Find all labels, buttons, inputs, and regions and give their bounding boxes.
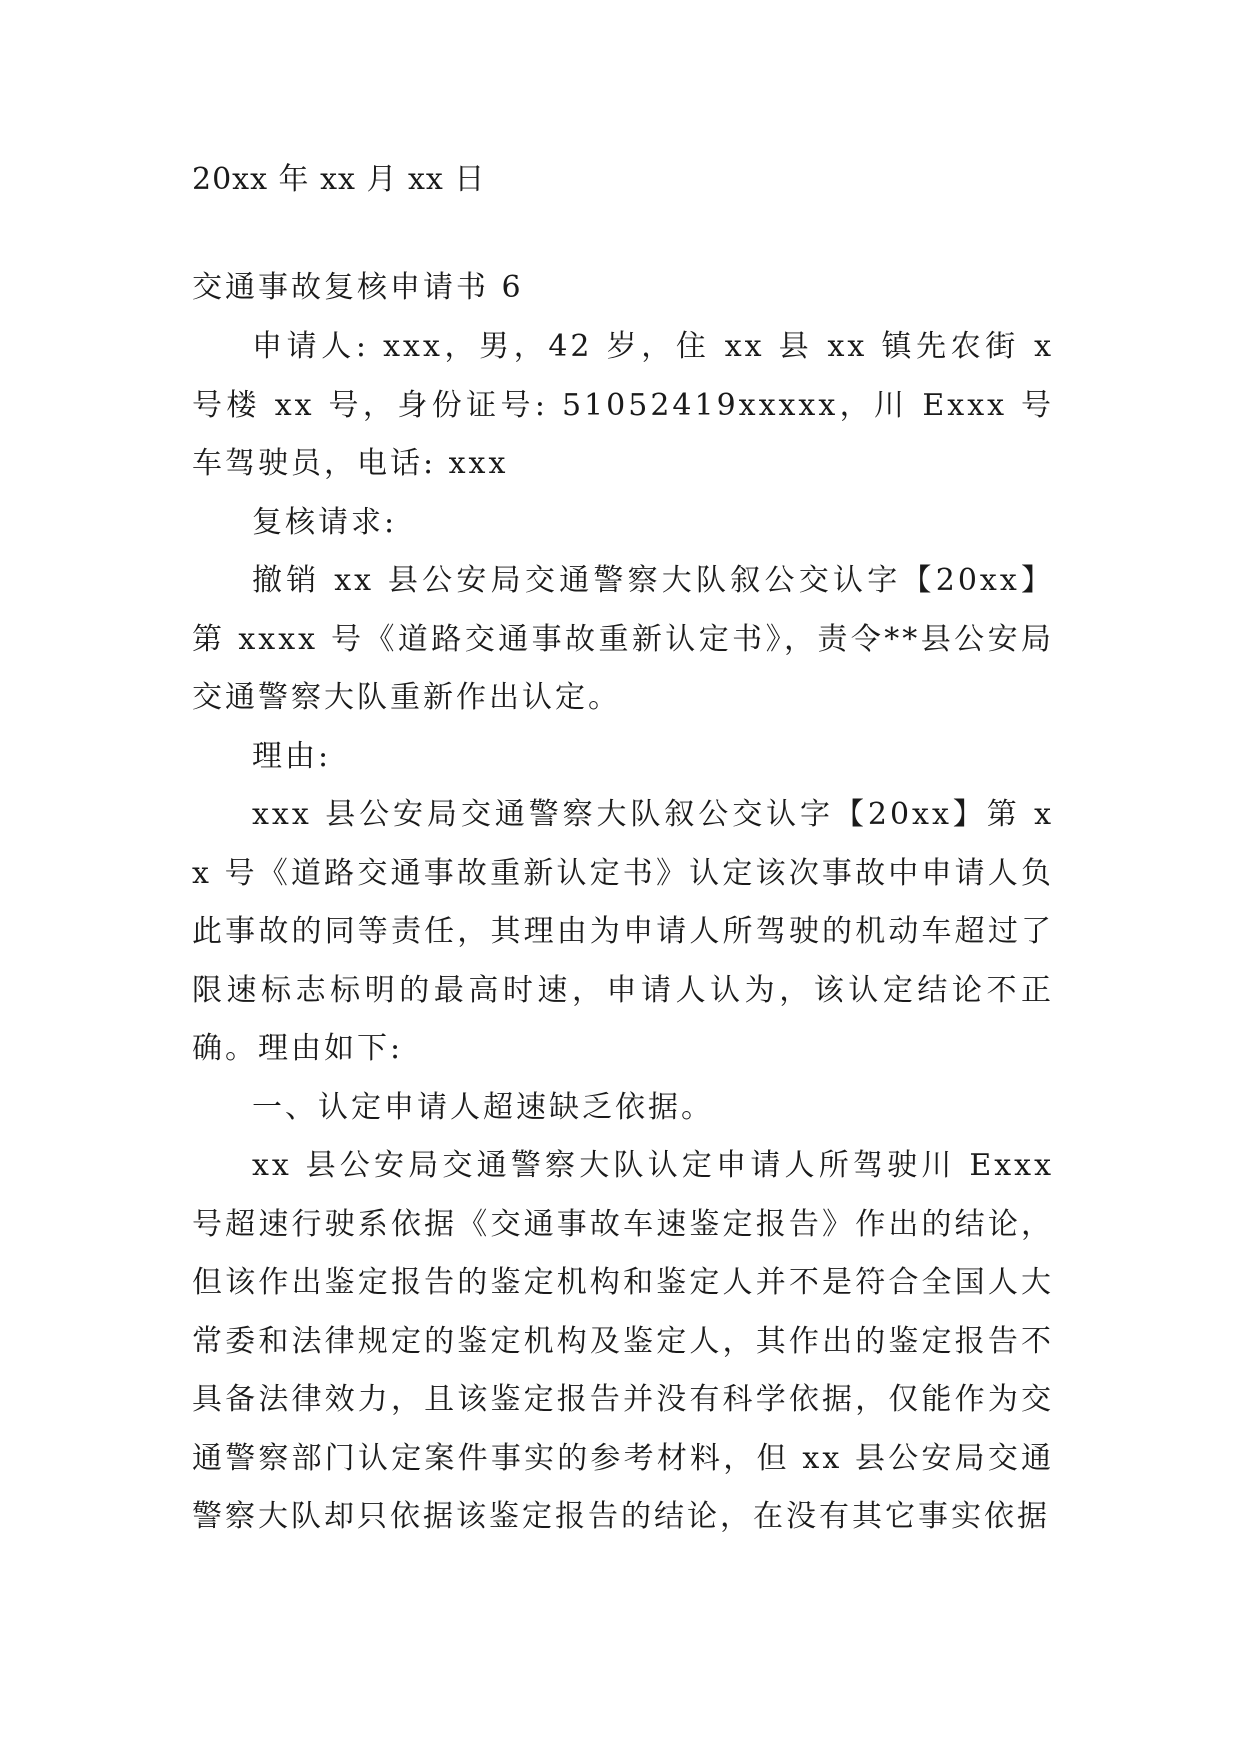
section-one-heading: 一、认定申请人超速缺乏依据。 xyxy=(252,1089,714,1125)
reasons-heading: 理由: xyxy=(252,738,332,774)
document-title: 交通事故复核申请书 6 xyxy=(192,270,524,305)
document-date: 20xx 年 xx 月 xx 日 xyxy=(192,162,486,197)
document-body xyxy=(192,160,1054,1547)
review-request-paragraph: 撤销 xx 县公安局交通警察大队叙公交认字【20xx】第 xxxx 号《道路交通事故重新认定书》，责令**县公安局交通警察大队重新作出认定。 xyxy=(192,563,1054,715)
section-one-paragraph: xx 县公安局交通警察大队认定申请人所驾驶川 Exxx 号超速行驶系依据《交通事故车速鉴定报告》作出的结论，但该作出鉴定报告的鉴定机构和鉴定人并不是符合全国人大常委和法律规定的鉴定机构及鉴定人，其作出的鉴定报告不具备法律效力，且该鉴定报告并没有科学依据，仅能作为交通警察部门认定案件事实的参考材料，但 xx 县公安局交通警察大队却只依据该鉴定报告的结论，在没有其它事实依据 xyxy=(192,1148,1054,1534)
applicant-paragraph: 申请人: xxx，男，42 岁，住 xx 县 xx 镇先农街 x 号楼 xx 号，身份证号: 51052419xxxxx，川 Exxx 号车驾驶员，电话: xxx xyxy=(192,329,1054,481)
reasons-paragraph: xxx 县公安局交通警察大队叙公交认字【20xx】第 xx 号《道路交通事故重新认定书》认定该次事故中申请人负此事故的同等责任，其理由为申请人所驾驶的机动车超过了限速标志标明的最高时速，申请人认为，该认定结论不正确。理由如下: xyxy=(192,797,1054,1066)
review-request-heading: 复核请求: xyxy=(252,504,398,540)
